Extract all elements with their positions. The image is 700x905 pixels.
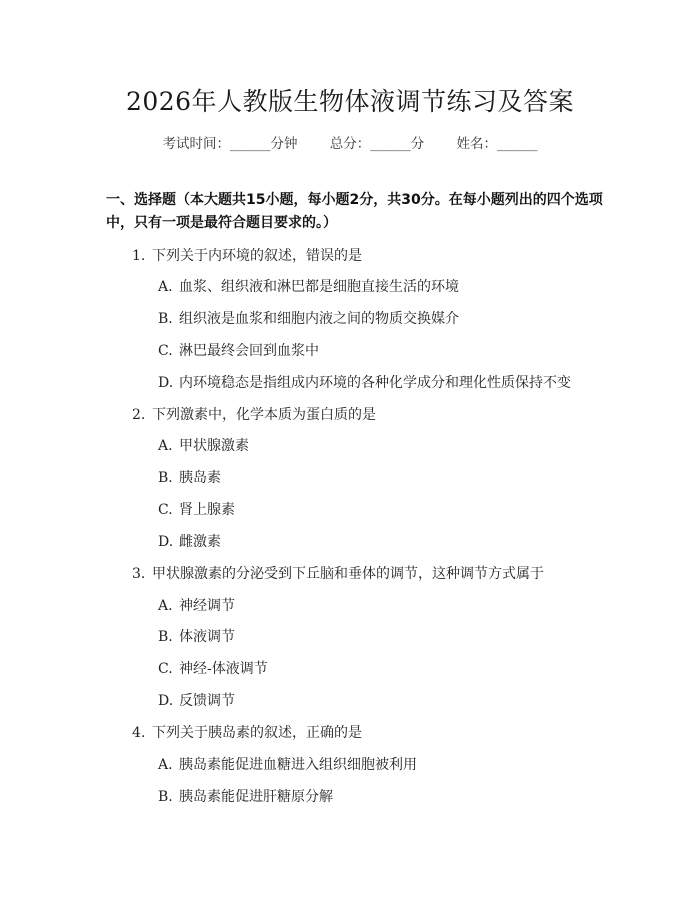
- question-stem: [132, 563, 544, 583]
- question-text: 下列激素中，化学本质为蛋白质的是: [152, 407, 376, 423]
- exam-time-unit: 分钟: [270, 136, 298, 152]
- option-letter: B.: [158, 311, 173, 327]
- answer-option: [158, 340, 319, 360]
- student-name-blank: ______: [497, 136, 538, 152]
- option-letter: D.: [158, 375, 174, 391]
- question-stem: [132, 404, 376, 424]
- question-number: 1.: [132, 248, 146, 264]
- option-letter: B.: [158, 629, 173, 645]
- option-letter: A.: [158, 438, 173, 454]
- option-letter: A.: [158, 757, 173, 773]
- option-text: 体液调节: [179, 629, 235, 645]
- option-letter: A.: [158, 598, 173, 614]
- answer-option: [158, 786, 333, 806]
- option-letter: D.: [158, 534, 174, 550]
- option-text: 胰岛素能促进肝糖原分解: [179, 789, 333, 805]
- option-text: 血浆、组织液和淋巴都是细胞直接生活的环境: [179, 279, 459, 295]
- option-text: 反馈调节: [179, 693, 235, 709]
- answer-option: [158, 499, 235, 519]
- answer-option: [158, 595, 235, 615]
- answer-option: [158, 626, 235, 646]
- option-text: 甲状腺激素: [179, 438, 249, 454]
- option-text: 胰岛素能促进血糖进入组织细胞被利用: [179, 757, 417, 773]
- option-letter: D.: [158, 693, 174, 709]
- exam-time-field: [162, 132, 297, 152]
- option-text: 肾上腺素: [179, 502, 235, 518]
- question-number: 3.: [132, 566, 146, 582]
- option-letter: B.: [158, 789, 173, 805]
- option-text: 神经-体液调节: [179, 661, 268, 677]
- answer-option: [158, 435, 249, 455]
- option-text: 组织液是血浆和细胞内液之间的物质交换媒介: [179, 311, 459, 327]
- option-letter: C.: [158, 343, 173, 359]
- student-name-label: 姓名：: [456, 136, 498, 152]
- option-letter: A.: [158, 279, 173, 295]
- exam-time-blank: ______: [229, 136, 271, 152]
- exam-info-line: [0, 132, 700, 152]
- question-text: 下列关于内环境的叙述，错误的是: [152, 248, 362, 264]
- option-text: 雌激素: [179, 534, 221, 550]
- question-stem: [132, 722, 362, 742]
- option-text: 神经调节: [179, 598, 235, 614]
- answer-option: [158, 467, 221, 487]
- total-score-unit: 分: [410, 136, 425, 152]
- answer-option: [158, 754, 417, 774]
- answer-option: [158, 690, 235, 710]
- answer-option: [158, 308, 459, 328]
- answer-option: [158, 658, 268, 678]
- question-number: 4.: [132, 725, 146, 741]
- option-letter: C.: [158, 661, 173, 677]
- option-letter: C.: [158, 502, 173, 518]
- answer-option: [158, 372, 571, 392]
- total-score-label: 总分：: [329, 136, 371, 152]
- option-text: 胰岛素: [179, 470, 221, 486]
- total-score-blank: ______: [370, 136, 411, 152]
- option-text: 内环境稳态是指组成内环境的各种化学成分和理化性质保持不变: [179, 375, 571, 391]
- total-score-field: [330, 132, 425, 152]
- answer-option: [158, 276, 459, 296]
- option-text: 淋巴最终会回到血浆中: [179, 343, 319, 359]
- question-number: 2.: [132, 407, 146, 423]
- exam-time-label: 考试时间：: [162, 136, 230, 152]
- question-stem: [132, 245, 362, 265]
- option-letter: B.: [158, 470, 173, 486]
- document-title: 2026年人教版生物体液调节练习及答案: [125, 87, 575, 116]
- answer-option: [158, 531, 221, 551]
- student-name-field: [457, 132, 538, 152]
- question-text: 下列关于胰岛素的叙述，正确的是: [152, 725, 362, 741]
- section-heading: 一、选择题（本大题共15小题，每小题2分，共30分。在每小题列出的四个选项中，只有一项是最符合题目要求的。）: [106, 192, 603, 231]
- question-text: 甲状腺激素的分泌受到下丘脑和垂体的调节，这种调节方式属于: [152, 566, 544, 582]
